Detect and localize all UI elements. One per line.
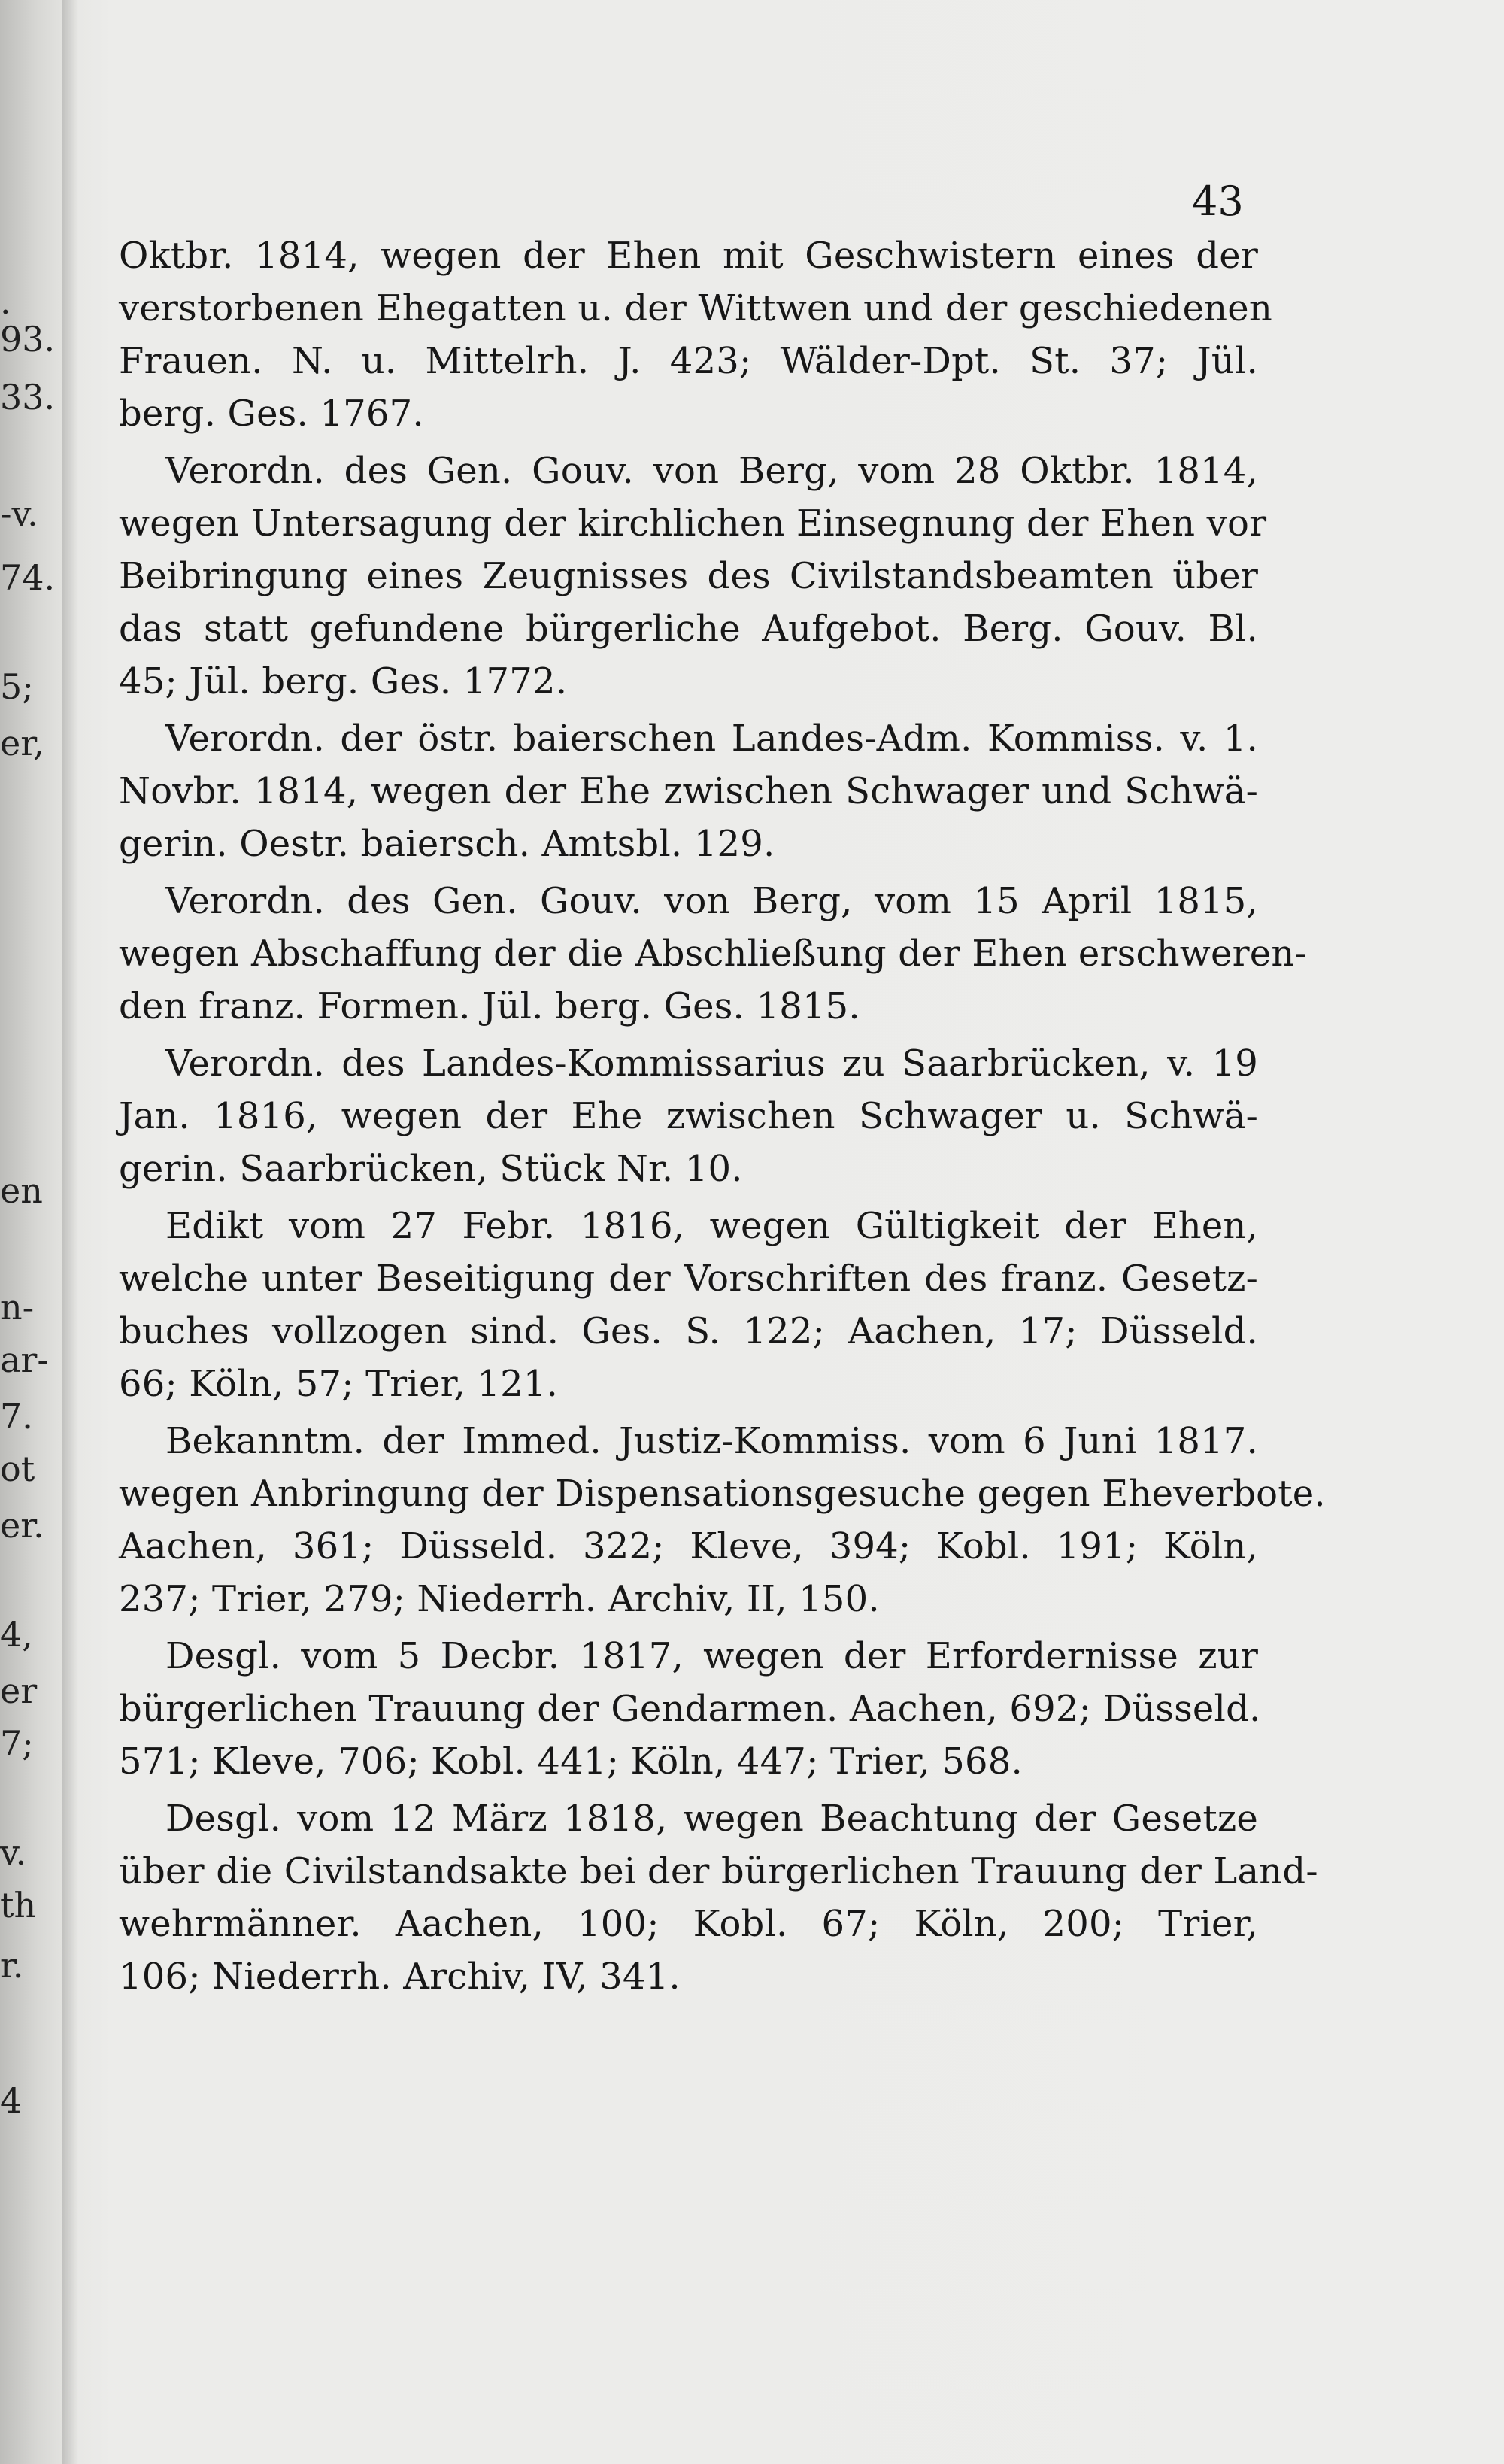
margin-fragment: th	[0, 1885, 37, 1925]
margin-fragment: ar-	[0, 1340, 49, 1380]
text-line: Novbr. 1814, wegen der Ehe zwischen Schwager und Schwä-	[119, 770, 1258, 812]
text-line: gerin. Oestr. baiersch. Amtsbl. 129.	[119, 823, 775, 865]
text-line: Beibringung eines Zeugnisses des Civilstandsbeamten über	[119, 555, 1258, 597]
margin-fragment: ot	[0, 1449, 35, 1489]
page-number: 43	[1192, 178, 1244, 225]
margin-fragment: v.	[0, 1832, 27, 1873]
text-line: Verordn. des Gen. Gouv. von Berg, vom 15 April 1815,	[165, 880, 1258, 922]
text-line: 45; Jül. berg. Ges. 1772.	[119, 660, 568, 702]
text-line: Aachen, 361; Düsseld. 322; Kleve, 394; Kobl. 191; Köln,	[119, 1525, 1258, 1567]
text-line: berg. Ges. 1767.	[119, 393, 424, 435]
margin-fragment: 33.	[0, 377, 56, 417]
text-line: das statt gefundene bürgerliche Aufgebot. Berg. Gouv. Bl.	[119, 608, 1258, 650]
margin-fragment: .	[0, 281, 11, 322]
text-line: Verordn. der östr. baierschen Landes-Adm. Kommiss. v. 1.	[165, 718, 1258, 760]
text-line: buches vollzogen sind. Ges. S. 122; Aachen, 17; Düsseld.	[119, 1310, 1258, 1352]
margin-fragment: n-	[0, 1287, 35, 1328]
text-line: gerin. Saarbrücken, Stück Nr. 10.	[119, 1148, 743, 1190]
margin-fragment: 4,	[0, 1614, 33, 1655]
body-text	[119, 229, 1326, 2003]
text-line: Bekanntm. der Immed. Justiz-Kommiss. vom 6 Juni 1817.	[165, 1420, 1258, 1462]
margin-fragment: 7.	[0, 1396, 33, 1437]
text-line: verstorbenen Ehegatten u. der Wittwen und der geschiedenen	[119, 287, 1273, 329]
margin-fragment: 74.	[0, 557, 56, 598]
margin-fragment: 7;	[0, 1723, 34, 1764]
text-line: wegen Untersagung der kirchlichen Einsegnung der Ehen vor	[119, 502, 1267, 545]
margin-fragment: 93.	[0, 319, 56, 360]
gutter-shadow	[62, 0, 78, 2464]
text-line: den franz. Formen. Jül. berg. Ges. 1815.	[119, 985, 860, 1027]
text-line: Desgl. vom 12 März 1818, wegen Beachtung der Gesetze	[165, 1798, 1258, 1840]
text-line: Verordn. des Gen. Gouv. von Berg, vom 28 Oktbr. 1814,	[165, 450, 1258, 492]
margin-fragment: 5;	[0, 666, 34, 707]
text-line: Jan. 1816, wegen der Ehe zwischen Schwager u. Schwä-	[119, 1095, 1258, 1137]
margin-fragment: er.	[0, 1505, 44, 1546]
text-line: wegen Anbringung der Dispensationsgesuche gegen Eheverbote.	[119, 1473, 1326, 1515]
text-line: Oktbr. 1814, wegen der Ehen mit Geschwistern eines der	[119, 235, 1258, 277]
text-line: 571; Kleve, 706; Kobl. 441; Köln, 447; Trier, 568.	[119, 1740, 1023, 1783]
margin-fragment: r.	[0, 1945, 24, 1986]
text-line: 66; Köln, 57; Trier, 121.	[119, 1363, 559, 1405]
text-line: Verordn. des Landes-Kommissarius zu Saarbrücken, v. 19	[165, 1042, 1258, 1085]
text-line: bürgerlichen Trauung der Gendarmen. Aachen, 692; Düsseld.	[119, 1688, 1261, 1730]
text-line: 237; Trier, 279; Niederrh. Archiv, II, 150.	[119, 1578, 880, 1620]
text-line: wegen Abschaffung der die Abschließung der Ehen erschweren-	[119, 933, 1307, 975]
previous-page-edge	[0, 0, 62, 2464]
margin-fragment: er	[0, 1670, 38, 1711]
text-line: Frauen. N. u. Mittelrh. J. 423; Wälder-Dpt. St. 37; Jül.	[119, 340, 1258, 382]
text-line: über die Civilstandsakte bei der bürgerlichen Trauung der Land-	[119, 1850, 1318, 1892]
text-line: wehrmänner. Aachen, 100; Kobl. 67; Köln, 200; Trier,	[119, 1903, 1258, 1945]
margin-fragment: -v.	[0, 493, 38, 534]
text-line: 106; Niederrh. Archiv, IV, 341.	[119, 1956, 681, 1998]
text-line: welche unter Beseitigung der Vorschriften des franz. Gesetz-	[119, 1258, 1258, 1300]
margin-fragment: 4	[0, 2080, 23, 2121]
margin-fragment: en	[0, 1170, 43, 1211]
text-line: Desgl. vom 5 Decbr. 1817, wegen der Erfordernisse zur	[165, 1635, 1258, 1677]
text-line: Edikt vom 27 Febr. 1816, wegen Gültigkeit der Ehen,	[165, 1205, 1258, 1247]
margin-fragment: er,	[0, 723, 44, 763]
